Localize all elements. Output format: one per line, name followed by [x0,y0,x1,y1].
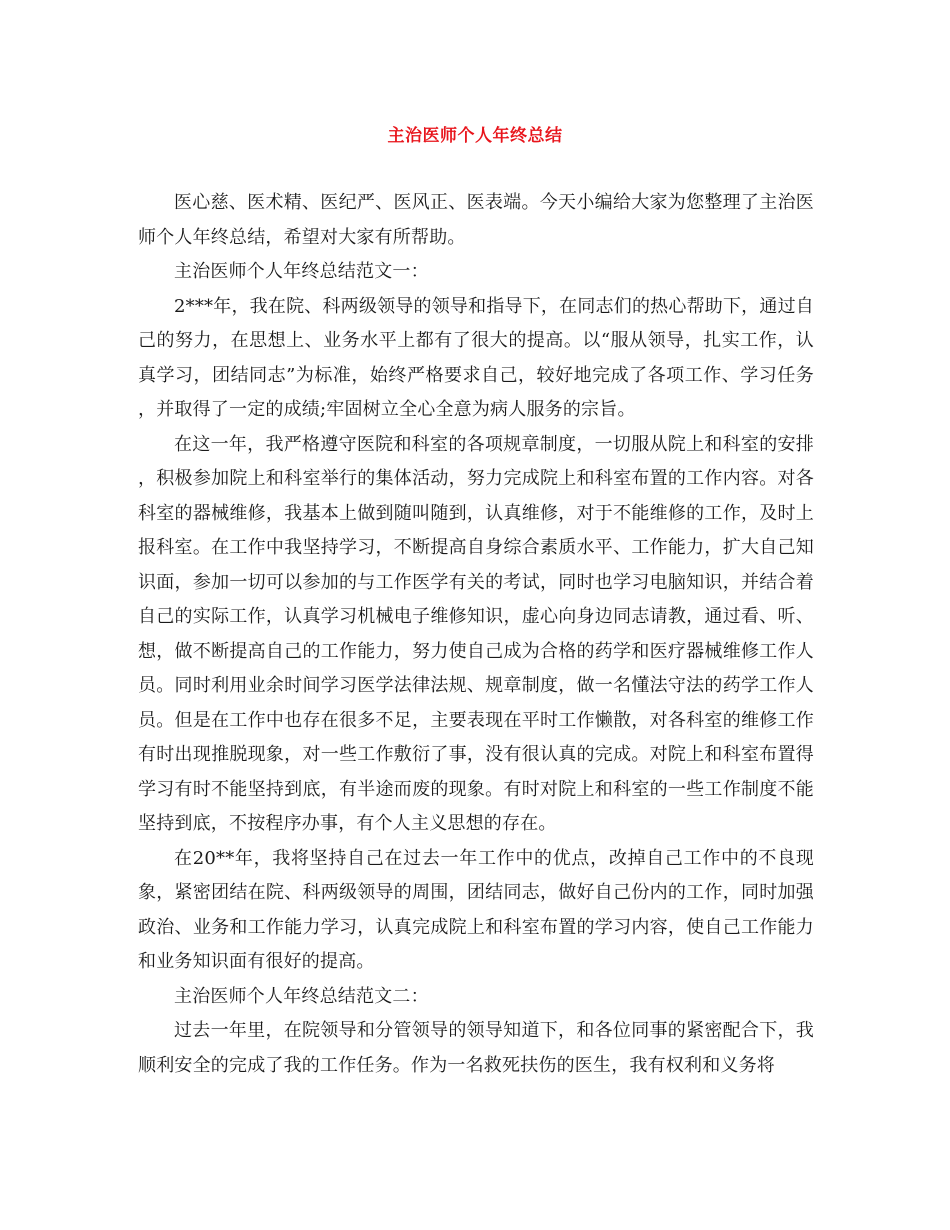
paragraph: 在这一年，我严格遵守医院和科室的各项规章制度，一切服从院上和科室的安排，积极参加院上和科室举行的集体活动，努力完成院上和科室布置的工作内容。对各科室的器械维修，我基本上做到随叫随到，认真维修，对于不能维修的工作，及时上报科室。在工作中我坚持学习，不断提高自身综合素质水平、工作能力，扩大自己知识面，参加一切可以参加的与工作医学有关的考试，同时也学习电脑知识，并结合着自己的实际工作，认真学习机械电子维修知识，虚心向身边同志请教，通过看、听、想，做不断提高自己的工作能力，努力使自己成为合格的药学和医疗器械维修工作人员。同时利用业余时间学习医学法律法规、规章制度，做一名懂法守法的药学工作人员。但是在工作中也存在很多不足，主要表现在平时工作懒散，对各科室的维修工作有时出现推脱现象，对一些工作敷衍了事，没有很认真的完成。对院上和科室布置得学习有时不能坚持到底，有半途而废的现象。有时对院上和科室的一些工作制度不能坚持到底，不按程序办事，有个人主义思想的存在。 [138,433,814,834]
paragraph: 过去一年里，在院领导和分管领导的领导知道下，和各位同事的紧密配合下，我顺利安全的完成了我的工作任务。作为一名救死扶伤的医生，我有权利和义务将 [138,1020,814,1076]
document-title: 主治医师个人年终总结 [387,126,563,146]
paragraph: 2***年，我在院、科两级领导的领导和指导下，在同志们的热心帮助下，通过自己的努力，在思想上、业务水平上都有了很大的提高。以“服从领导，扎实工作，认真学习，团结同志”为标准，始终严格要求自己，较好地完成了各项工作、学习任务，并取得了一定的成绩;牢固树立全心全意为病人服务的宗旨。 [138,295,814,420]
section-heading-sample-two: 主治医师个人年终总结范文二： [174,985,429,1007]
document-body [138,186,814,1083]
section-heading-sample-one: 主治医师个人年终总结范文一： [174,261,429,282]
paragraph-intro: 医心慈、医术精、医纪严、医风正、医表端。今天小编给大家为您整理了主治医师个人年终总结，希望对大家有所帮助。 [138,192,814,248]
paragraph: 在20**年，我将坚持自己在过去一年工作中的优点，改掉自己工作中的不良现象，紧密团结在院、科两级领导的周围，团结同志，做好自己份内的工作，同时加强政治、业务和工作能力学习，认真完成院上和科室布置的学习内容，使自己工作能力和业务知识面有很好的提高。 [138,847,814,972]
